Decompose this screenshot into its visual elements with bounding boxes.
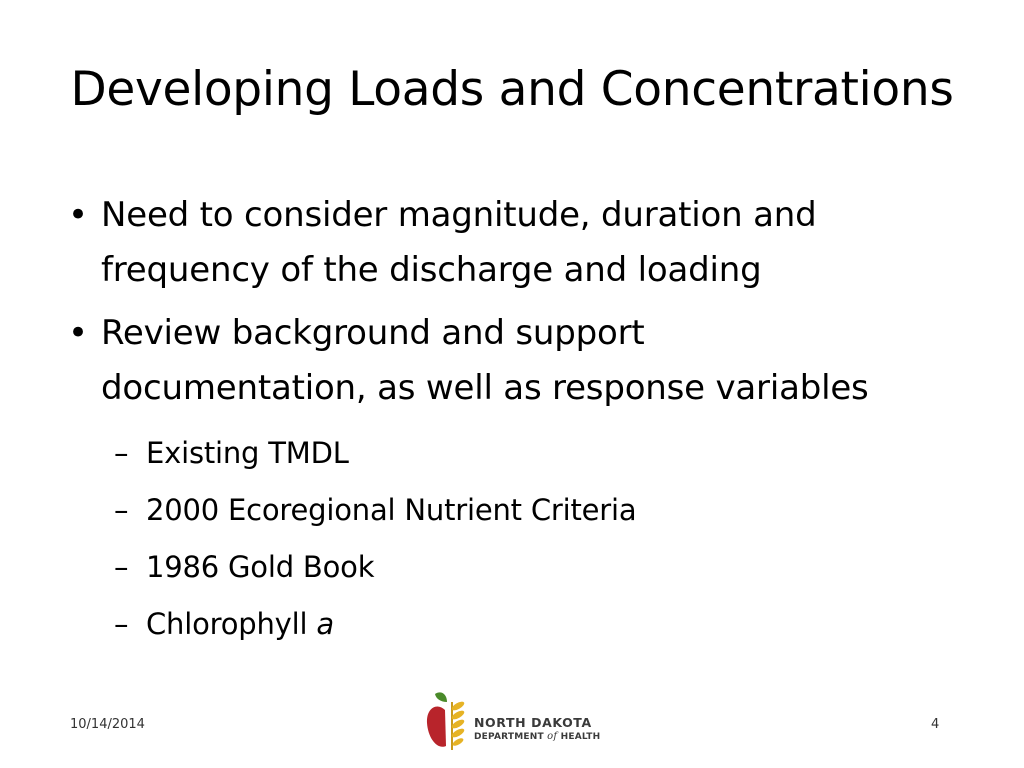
bullet-icon: • [68,313,88,353]
logo-subtitle-post: HEALTH [560,732,601,742]
slide-body [64,188,984,644]
dash-icon: – [114,493,129,527]
apple-shape [427,706,446,746]
subbullet-text: Chlorophyll [146,607,317,641]
nd-health-logo [425,688,625,753]
subbullet-item [64,547,984,587]
subbullet-text: 2000 Ecoregional Nutrient Criteria [146,493,637,527]
logo-subtitle-pre: DEPARTMENT [474,732,544,742]
logo-subtitle-of: of [547,731,558,742]
wheat-grain [452,737,465,748]
logo-subtitle [474,731,600,742]
apple-wheat-logo-icon [425,688,471,753]
subbullet-item [64,604,984,644]
subbullet-italic-text: a [316,607,334,641]
bullet-icon: • [68,195,88,235]
dash-icon: – [114,607,129,641]
slide-title: Developing Loads and Concentrations [70,62,954,117]
page-number: 4 [931,717,940,732]
leaf-shape [435,692,447,702]
dash-icon: – [114,550,129,584]
bullet-text: Need to consider magnitude, duration and frequency of the discharge and loading [101,195,817,290]
subbullet-text: 1986 Gold Book [146,550,375,584]
subbullet-text: Existing TMDL [146,436,349,470]
bullet-item [64,188,984,298]
subbullet-item [64,490,984,530]
bullet-text: Review background and support documentation, as well as response variables [101,313,869,408]
dash-icon: – [114,436,129,470]
logo-title: NORTH DAKOTA [474,715,592,730]
bullet-item [64,306,984,416]
subbullet-item [64,433,984,473]
footer-date: 10/14/2014 [70,717,145,732]
